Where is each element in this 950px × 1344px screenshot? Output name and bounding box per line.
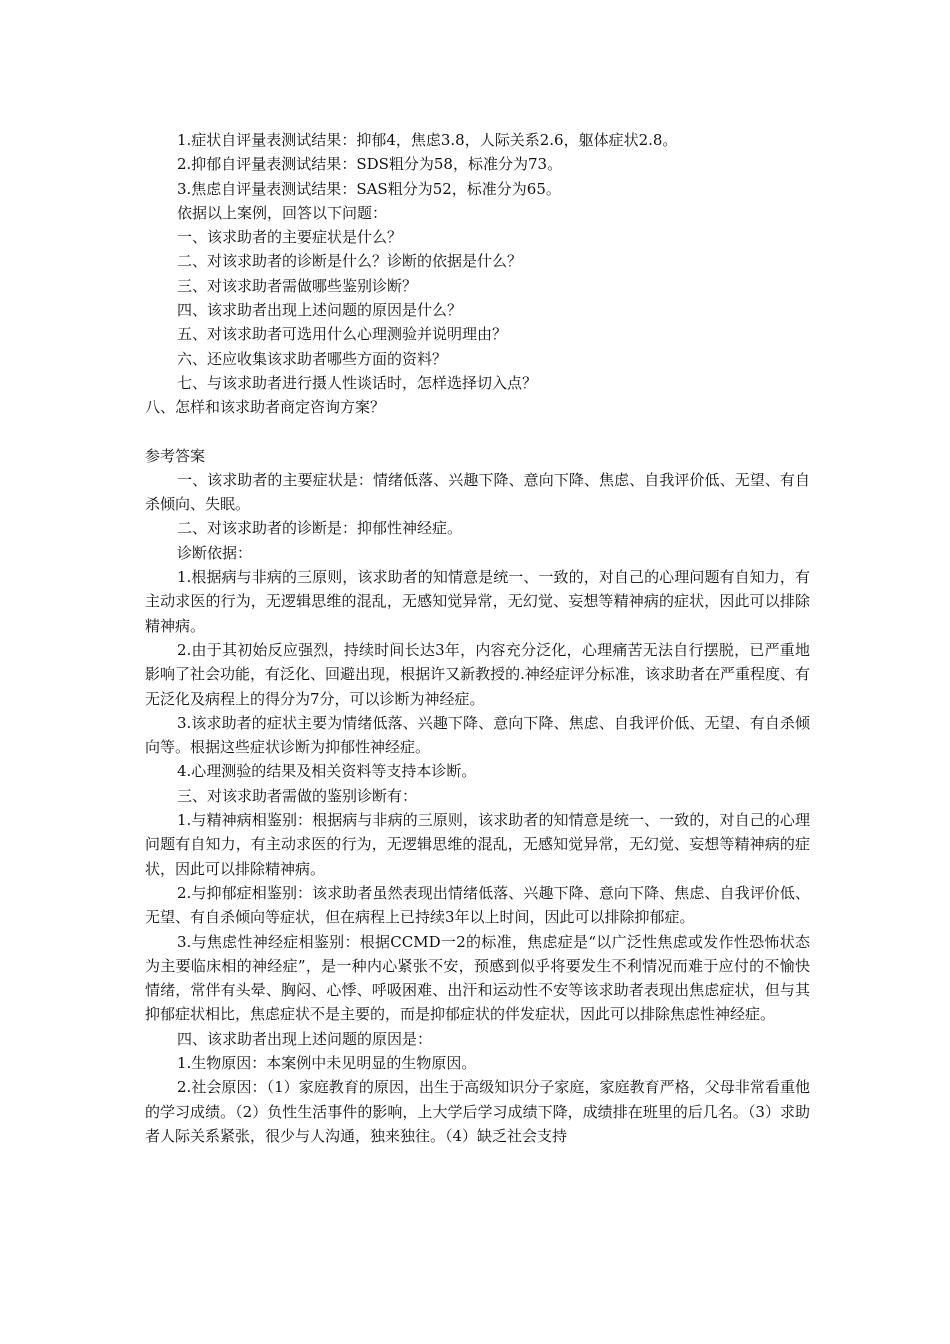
paragraph: 依据以上案例，回答以下问题：	[177, 203, 388, 222]
blank-line	[145, 420, 810, 444]
paragraph: 1.生物原因：本案例中未见明显的生物原因。	[177, 1053, 477, 1072]
paragraph: 诊断依据：	[177, 543, 253, 562]
paragraph: 六、还应收集该求助者哪些方面的资料？	[177, 349, 448, 368]
paragraph: 二、对该求助者的诊断是：抑郁性神经症。	[177, 519, 463, 538]
paragraph: 2.社会原因：（1）家庭教育的原因，出生于高级知识分子家庭，家庭教育严格，父母非常看重他的学习成绩。（2）负性生活事件的影响，上大学后学习成绩下降，成绩排在班里的后几名。（3）求助者人际关系紧张，很少与人沟通，独来独往。（4）缺乏社会支持	[145, 1078, 810, 1145]
document-page	[145, 128, 810, 1148]
paragraph: 二、对该求助者的诊断是什么？诊断的依据是什么？	[177, 252, 523, 271]
paragraph: 一、该求助者的主要症状是什么？	[177, 228, 403, 247]
paragraph: 八、怎样和该求助者商定咨询方案？	[145, 398, 386, 417]
paragraph: 三、对该求助者需做的鉴别诊断有：	[177, 786, 418, 805]
paragraph: 3.与焦虑性神经症相鉴别：根据CCMD一2的标准，焦虑症是“以广泛性焦虑或发作性恐怖状态为主要临床相的神经症”，是一种内心紧张不安，预感到似乎将要发生不利情况而难于应付的不愉快情绪，常伴有头晕、胸闷、心悸、呼吸困难、出汗和运动性不安等该求助者表现出焦虑症状，但与其抑郁症状相比，焦虑症状不是主要的，而是抑郁症状的伴发症状，因此可以排除焦虑性神经症。	[145, 932, 810, 1024]
paragraph: 1.根据病与非病的三原则，该求助者的知情意是统一、一致的，对自己的心理问题有自知力，有主动求医的行为，无逻辑思维的混乱，无感知觉异常，无幻觉、妄想等精神病的症状，因此可以排除精神病。	[145, 568, 810, 635]
paragraph: 参考答案	[145, 446, 206, 465]
paragraph: 2.由于其初始反应强烈，持续时间长达3年，内容充分泛化，心理痛苦无法自行摆脱，已严重地影响了社会功能，有泛化、回避出现，根据许又新教授的.神经症评分标准，该求助者在严重程度、有无泛化及病程上的得分为7分，可以诊断为神经症。	[145, 640, 810, 708]
paragraph: 1.与精神病相鉴别：根据病与非病的三原则，该求助者的知情意是统一、一致的，对自己的心理问题有自知力，有主动求医的行为，无逻辑思维的混乱，无感知觉异常，无幻觉、妄想等精神病的症状，因此可以排除精神病。	[145, 811, 810, 878]
paragraph: 3.该求助者的症状主要为情绪低落、兴趣下降、意向下降、焦虑、自我评价低、无望、有自杀倾向等。根据这些症状诊断为抑郁性神经症。	[145, 713, 810, 757]
paragraph: 一、该求助者的主要症状是：情绪低落、兴趣下降、意向下降、焦虑、自我评价低、无望、有自杀倾向、失眠。	[145, 470, 810, 514]
paragraph: 四、该求助者出现上述问题的原因是什么？	[177, 301, 463, 320]
paragraph: 五、对该求助者可选用什么心理测验并说明理由？	[177, 325, 508, 344]
paragraph: 4.心理测验的结果及相关资料等支持本诊断。	[177, 762, 477, 781]
paragraph: 1.症状自评量表测试结果：抑郁4，焦虑3.8，人际关系2.6，躯体症状2.8。	[177, 131, 678, 149]
paragraph: 七、与该求助者进行摄人性谈话时，怎样选择切入点？	[177, 373, 538, 392]
paragraph: 三、对该求助者需做哪些鉴别诊断？	[177, 276, 418, 295]
paragraph: 3.焦虑自评量表测试结果：SAS粗分为52，标准分为65。	[177, 179, 561, 198]
paragraph: 四、该求助者出现上述问题的原因是：	[177, 1029, 433, 1048]
paragraph: 2.抑郁自评量表测试结果：SDS粗分为58，标准分为73。	[177, 155, 563, 174]
paragraph: 2.与抑郁症相鉴别：该求助者虽然表现出情绪低落、兴趣下降、意向下降、焦虑、自我评价低、无望、有自杀倾向等症状，但在病程上已持续3年以上时间，因此可以排除抑郁症。	[145, 883, 810, 927]
